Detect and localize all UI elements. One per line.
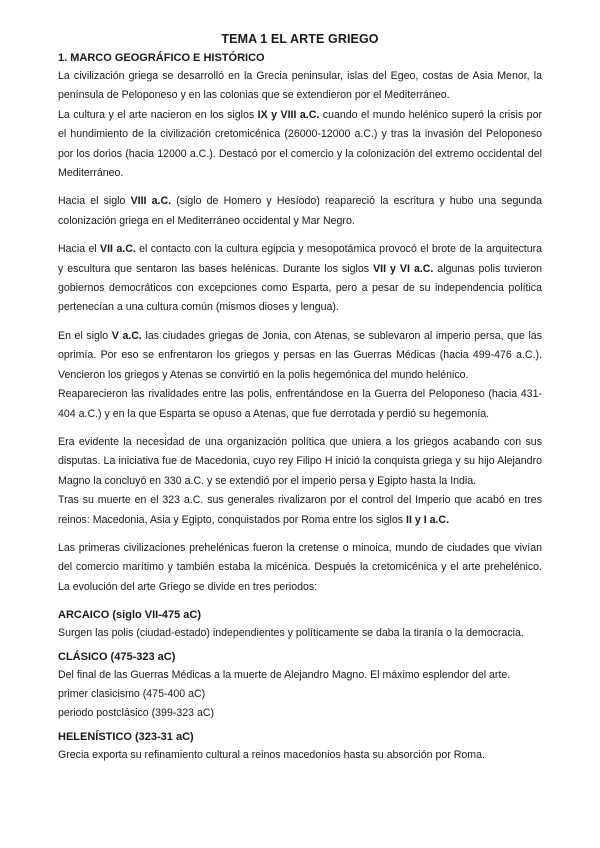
period-heading-clasico: CLÁSICO (475-323 aC) (58, 650, 176, 663)
paragraph-reinos: Tras su muerte en el 323 a.C. sus generales rivalizaron por el control del Imperio que acabó en tres reinos: Macedonia, Asia y Egipto, conquistados por Roma entre los siglos II y I a.C. (58, 494, 542, 526)
period-text-arcaico: Surgen las polis (ciudad-estado) independientes y políticamente se daba la tiranía o la democracia. (58, 627, 524, 640)
paragraph-siglo-vii: Hacia el VII a.C. el contacto con la cultura egipcia y mesopotámica provocó el brote de la arquitectura y escultura que sentaron las bases helénicas. Durante los siglos VII y VI a.C. algunas polis tuvieron gobiernos democráticos con excepciones como Esparta, pero a pesar de su independencia política pertenecían a una cultura común (mismos dioses y lengua). (58, 243, 543, 314)
period-text-helenistico: Grecia exporta su refinamiento cultural a reinos macedonios hasta su absorción por Roma. (58, 748, 485, 761)
clasico-sub-primer: primer clasicismo (475-400 aC) (58, 687, 206, 700)
paragraph-macedonia: Era evidente la necesidad de una organización política que uniera a los griegos acabando con sus disputas. La iniciativa fue de Macedonia, cuyo rey Filipo H inició la conquista griega y su hijo Alejandro Magno la concluyó en 330 a.C. y se extendió por el imperio persa y Egipto hasta la India. (58, 435, 542, 487)
period-text-clasico: Del final de las Guerras Médicas a la muerte de Alejandro Magno. El máximo esplendor del arte. (58, 668, 511, 681)
paragraph-geografia: La civilización griega se desarrolló en la Grecia peninsular, islas del Egeo, costas de Asia Menor, la península de Peloponeso y en las colonias que se extendieron por el Mediterráneo. (58, 70, 542, 102)
period-heading-arcaico: ARCAICO (siglo VII-475 aC) (58, 609, 202, 622)
period-heading-helenistico: HELENÍSTICO (323-31 aC) (58, 730, 194, 743)
document-title: TEMA 1 EL ARTE GRIEGO (221, 32, 379, 46)
paragraph-peloponeso: Reaparecieron las rivalidades entre las polis, enfrentándose en la Guerra del Peloponeso (hacia 431-404 a.C.) y en la que Esparta se opuso a Atenas, que fue derrotada y perdió su hegemonía. (58, 388, 542, 420)
clasico-sub-postclasico: periodo postclásico (399-323 aC) (58, 707, 215, 720)
section-heading-marco: 1. MARCO GEOGRÁFICO E HISTÓRICO (58, 52, 265, 64)
paragraph-prehelenicas: Las primeras civilizaciones prehelénicas fueron la cretense o minoica, mundo de ciudades que vivían del comercio marítimo y también estaba la micénica. Después la cretomicénica y el arte prehelénico. La evolución del arte Griego se divide en tres periodos: (58, 541, 542, 593)
paragraph-siglo-viii: Hacia el siglo VIII a.C. (siglo de Homero y Hesíodo) reapareció la escritura y hubo una segunda colonización griega en el Mediterráneo occidental y Mar Negro. (58, 195, 542, 227)
paragraph-siglo-v: En el siglo V a.C. las ciudades griegas de Jonia, con Atenas, se sublevaron al imperio persa, que las oprimía. Por eso se enfrentaron los griegos y persas en las Guerras Médicas (hacia 499-476 a.C.). Vencieron los griegos y Atenas se convirtió en la polis hegemónica del mundo helénico. (58, 329, 542, 381)
paragraph-origen: La cultura y el arte nacieron en los siglos IX y VIII a.C. cuando el mundo helénico superó la crisis por el hundimiento de la civilización cretomicénica (26000-12000 a.C.) y tras la invasión del Peloponeso por los dorios (hacia 12000 a.C.). Destacó por el comercio y la colonización del extremo occidental del Mediterráneo. (58, 108, 542, 180)
